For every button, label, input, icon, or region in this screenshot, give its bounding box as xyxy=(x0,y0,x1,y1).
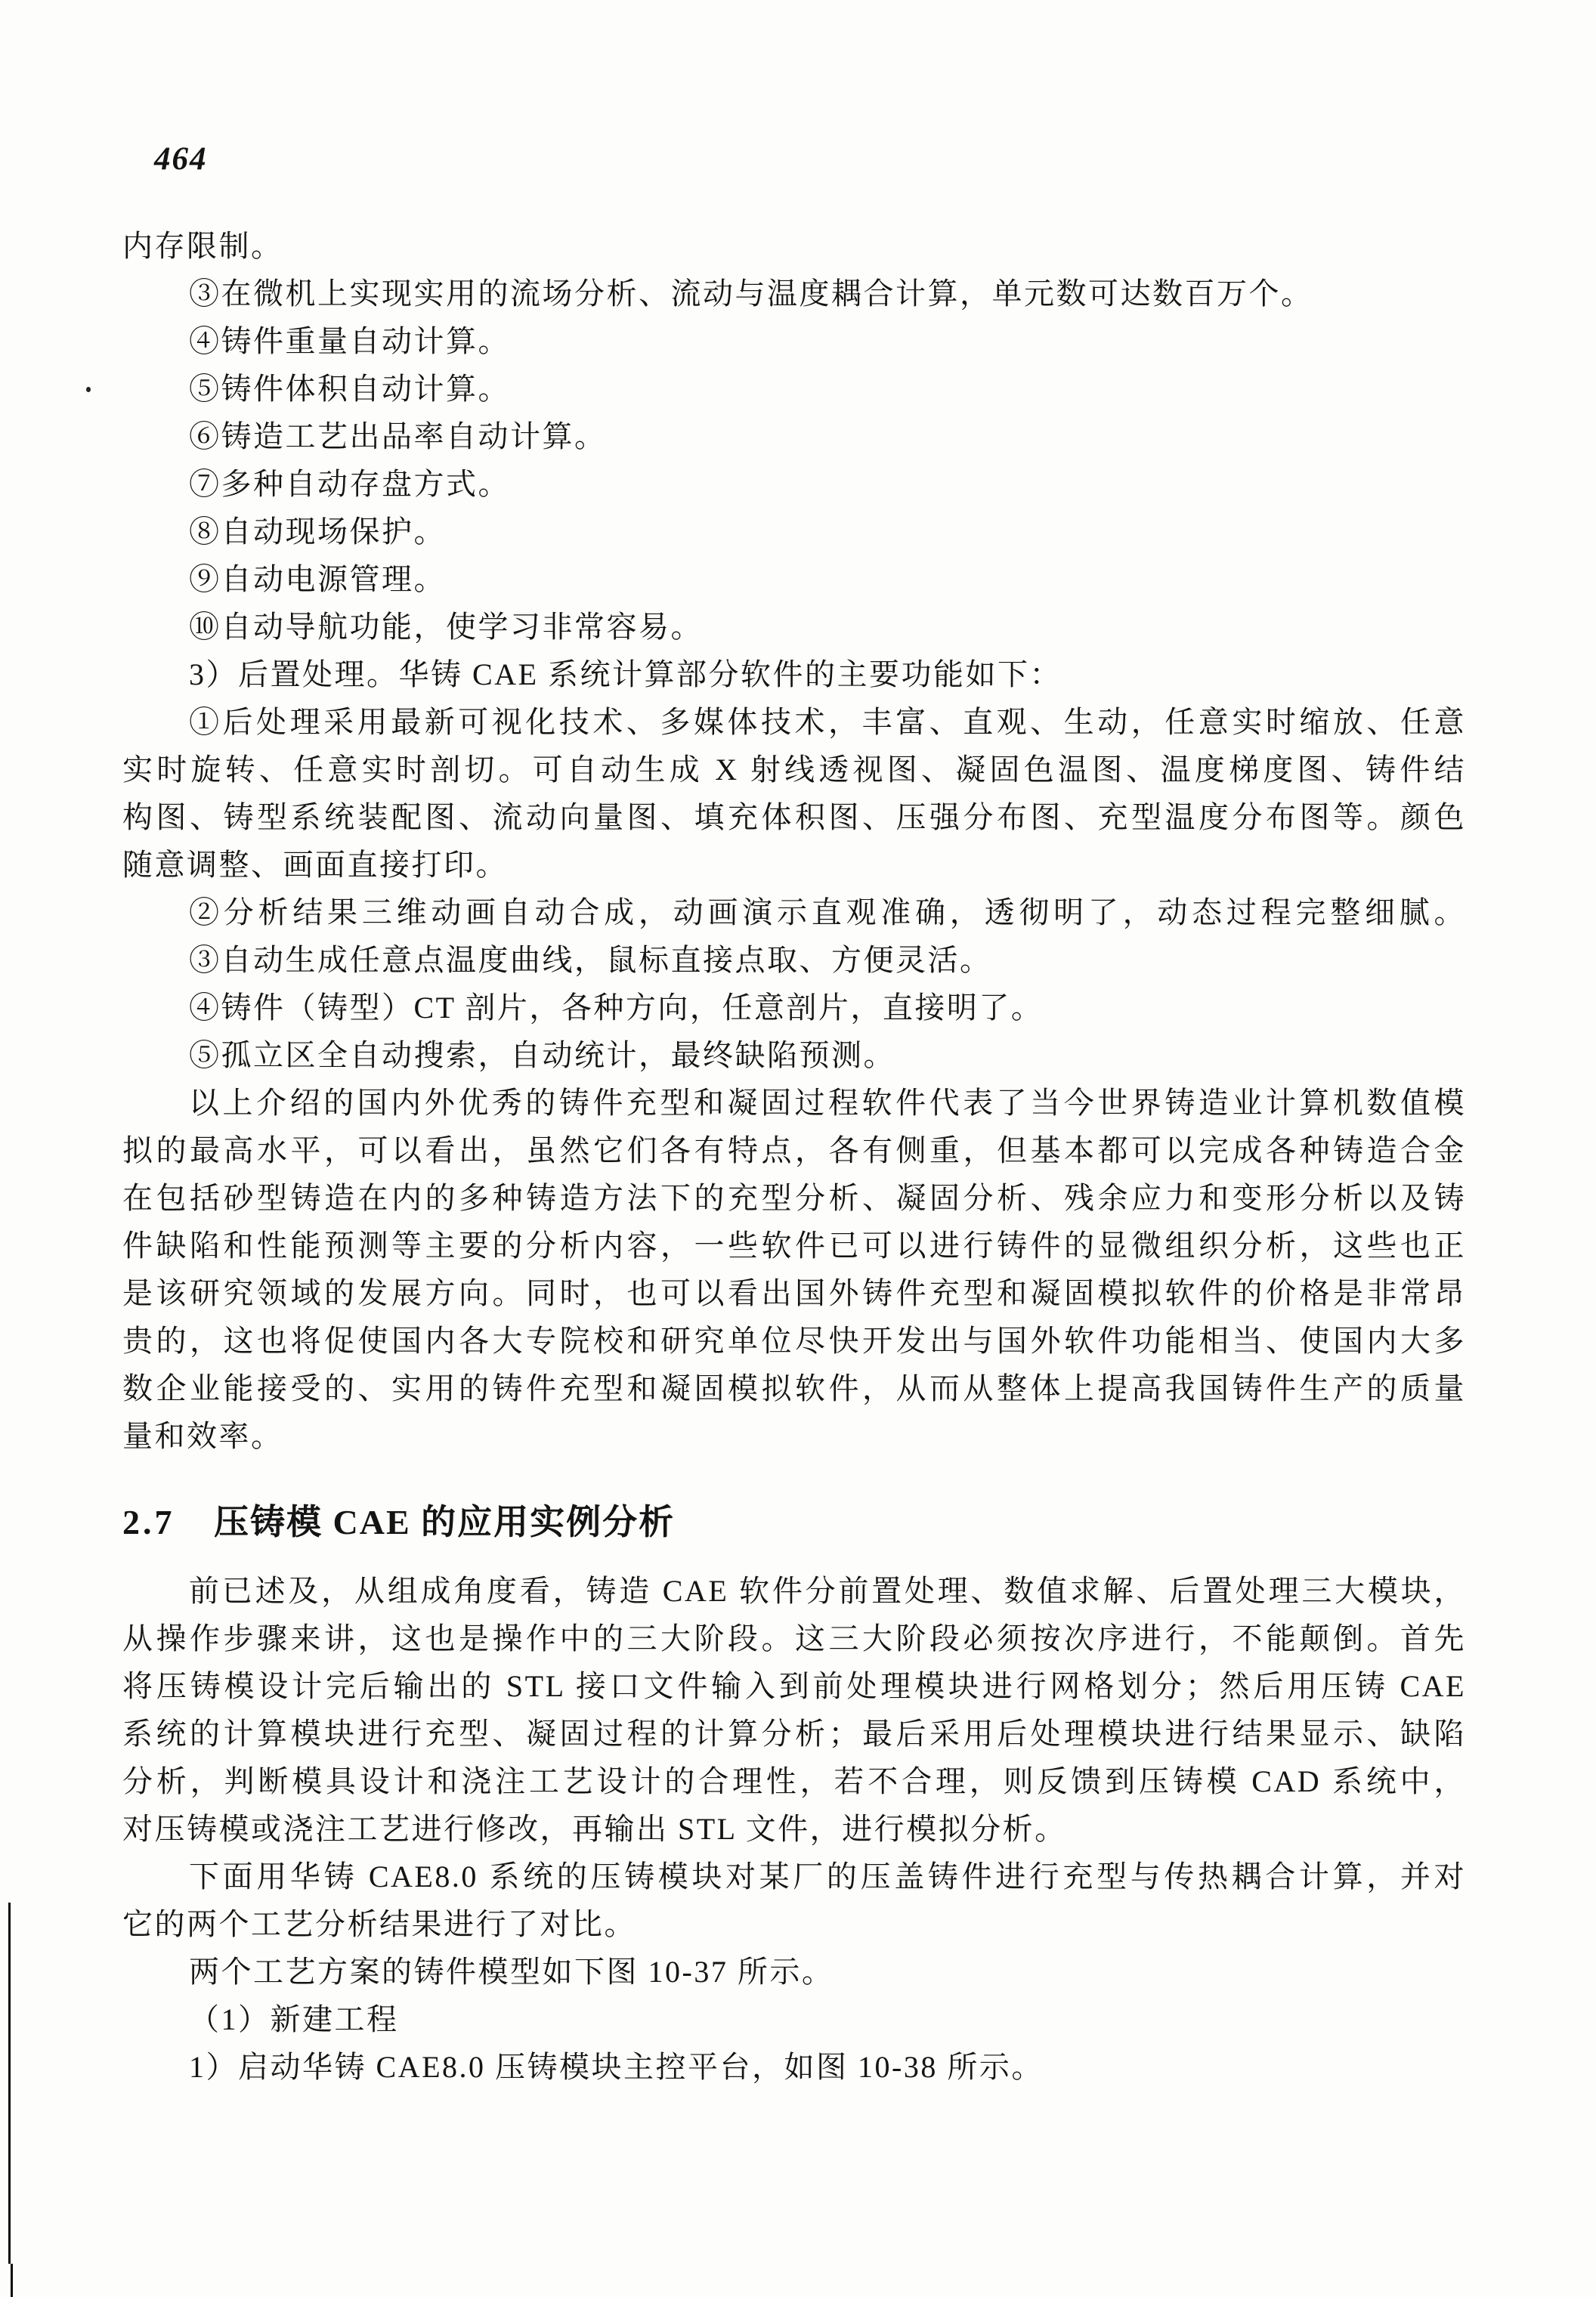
text-line: ⑥铸造工艺出品率自动计算。 xyxy=(189,419,607,453)
text-line: 内存限制。 xyxy=(122,229,283,263)
text-line: 两个工艺方案的铸件模型如下图 10-37 所示。 xyxy=(189,1955,834,1989)
text-line: 分析，判断模具设计和浇注工艺设计的合理性，若不合理，则反馈到压铸模 CAD 系统中， xyxy=(122,1764,1466,1798)
text-line: 构图、铸型系统装配图、流动向量图、填充体积图、压强分布图、充型温度分布图等。颜色 xyxy=(122,800,1466,834)
text-line: 前已述及，从组成角度看，铸造 CAE 软件分前置处理、数值求解、后置处理三大模块， xyxy=(189,1574,1466,1608)
text-line: 它的两个工艺分析结果进行了对比。 xyxy=(122,1907,636,1941)
text-line: ⑤铸件体积自动计算。 xyxy=(189,372,510,406)
scan-artifact-line xyxy=(11,2264,13,2297)
text-line: ③自动生成任意点温度曲线，鼠标直接点取、方便灵活。 xyxy=(189,943,992,977)
text-line: ④铸件（铸型）CT 剖片，各种方向，任意剖片，直接明了。 xyxy=(189,991,1044,1025)
text-line: 下面用华铸 CAE8.0 系统的压铸模块对某厂的压盖铸件进行充型与传热耦合计算，并对 xyxy=(189,1860,1466,1894)
text-line: 在包括砂型铸造在内的多种铸造方法下的充型分析、凝固分析、残余应力和变形分析以及铸 xyxy=(122,1181,1466,1215)
text-line: ①后处理采用最新可视化技术、多媒体技术，丰富、直观、生动，任意实时缩放、任意 xyxy=(189,705,1466,739)
page-body xyxy=(122,222,1466,2091)
text-line: 贵的，这也将促使国内各大专院校和研究单位尽快开发出与国外软件功能相当、使国内大多 xyxy=(122,1324,1466,1358)
text-line: 从操作步骤来讲，这也是操作中的三大阶段。这三大阶段必须按次序进行，不能颠倒。首先 xyxy=(122,1622,1466,1656)
text-line: ⑨自动电源管理。 xyxy=(189,562,446,596)
section-number: 2.7 xyxy=(122,1503,175,1541)
section-heading xyxy=(122,1496,1466,1549)
page-number: 464 xyxy=(154,141,208,177)
text-line: 3）后置处理。华铸 CAE 系统计算部分软件的主要功能如下： xyxy=(189,657,1062,691)
text-line: 以上介绍的国内外优秀的铸件充型和凝固过程软件代表了当今世界铸造业计算机数值模 xyxy=(189,1086,1466,1120)
text-line: 将压铸模设计完后输出的 STL 接口文件输入到前处理模块进行网格划分；然后用压铸 CAE xyxy=(122,1669,1466,1703)
text-line: ②分析结果三维动画自动合成，动画演示直观准确，透彻明了，动态过程完整细腻。 xyxy=(189,895,1466,929)
text-line: ⑦多种自动存盘方式。 xyxy=(189,467,510,501)
text-line: 件缺陷和性能预测等主要的分析内容，一些软件已可以进行铸件的显微组织分析，这些也正 xyxy=(122,1229,1466,1263)
text-line: 实时旋转、任意实时剖切。可自动生成 X 射线透视图、凝固色温图、温度梯度图、铸件结 xyxy=(122,753,1466,787)
text-line: 1）启动华铸 CAE8.0 压铸模块主控平台，如图 10-38 所示。 xyxy=(189,2050,1044,2084)
text-line: 拟的最高水平，可以看出，虽然它们各有特点，各有侧重，但基本都可以完成各种铸造合金 xyxy=(122,1133,1466,1167)
section-title: 压铸模 CAE 的应用实例分析 xyxy=(214,1503,676,1541)
text-line: 数企业能接受的、实用的铸件充型和凝固模拟软件，从而从整体上提高我国铸件生产的质量 xyxy=(122,1371,1466,1405)
text-line: 对压铸模或浇注工艺进行修改，再输出 STL 文件，进行模拟分析。 xyxy=(122,1812,1067,1846)
text-line: 量和效率。 xyxy=(122,1419,283,1453)
scan-artifact-line xyxy=(8,1903,11,2264)
text-line: 是该研究领域的发展方向。同时，也可以看出国外铸件充型和凝固模拟软件的价格是非常昂 xyxy=(122,1276,1466,1310)
scan-speck xyxy=(86,387,91,392)
text-line: （1）新建工程 xyxy=(189,2002,399,2036)
text-line: ⑧自动现场保护。 xyxy=(189,515,446,549)
text-line: ⑩自动导航功能，使学习非常容易。 xyxy=(189,610,703,644)
text-line: 系统的计算模块进行充型、凝固过程的计算分析；最后采用后处理模块进行结果显示、缺陷 xyxy=(122,1717,1466,1751)
text-line: 随意调整、画面直接打印。 xyxy=(122,848,508,882)
text-line: ④铸件重量自动计算。 xyxy=(189,324,510,358)
text-line: ⑤孤立区全自动搜索，自动统计，最终缺陷预测。 xyxy=(189,1038,895,1072)
text-line: ③在微机上实现实用的流场分析、流动与温度耦合计算，单元数可达数百万个。 xyxy=(189,277,1313,311)
